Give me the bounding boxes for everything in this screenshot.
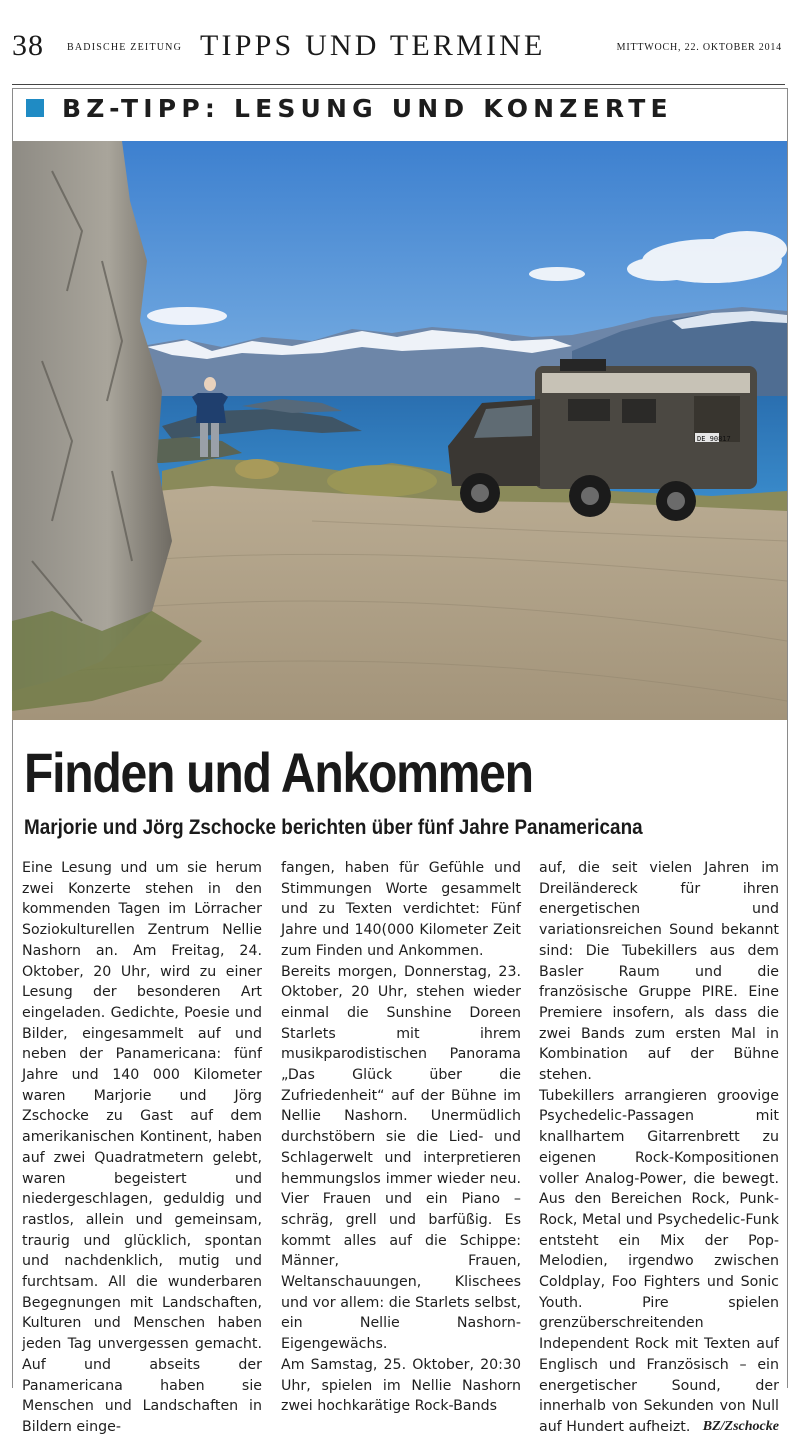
column-2-paragraph-3: Am Samstag, 25. Oktober, 20:30 Uhr, spielen im Nellie Nashorn zwei hochkarätige Rock-Bands: [281, 1356, 521, 1415]
article-column-3: [539, 858, 779, 1438]
article-column-2: [281, 858, 521, 1417]
masthead-rule: [12, 84, 785, 85]
article-byline: BZ/Zschocke: [702, 1418, 779, 1434]
kicker-label: BZ-TIPP: LESUNG UND KONZERTE: [62, 94, 673, 123]
article-photo: [12, 141, 787, 720]
section-title: TIPPS UND TERMINE: [200, 29, 546, 62]
column-3-paragraph-1: auf, die seit vielen Jahren im Dreiländereck für ihren energetischen und variationsreichen Sound bekannt sind: Die Tubekillers aus dem Basler Raum und die französische Gruppe PIRE. Eine Premiere insofern, als dass die zwei Bands zum ersten Mal in Kombination auf der Bühne stehen.: [539, 860, 779, 1084]
page-number: 38: [12, 29, 44, 62]
kicker: [12, 96, 772, 124]
column-1-paragraph-1: Eine Lesung und um sie herum zwei Konzerte stehen in den kommenden Tagen im Lörracher Soziokulturellen Zentrum Nellie Nashorn an. Am Freitag, 24. Oktober, 20 Uhr, wird zu einer Lesung der besonderen Art eingeladen. Gedichte, Poesie und Bilder, eingesammelt auf und neben der Panamericana: fünf Jahre und 140 000 Kilometer waren Marjorie und Jörg Zschocke zu Gast auf dem amerikanischen Kontinent, haben auf zwei Quadratmetern gelebt, waren begeistert und niedergeschlagen, geduldig und rastlos, allein und gemeinsam, traurig und glücklich, spontan und nachdenklich, mutig und furchtsam. All die wunderbaren Begegnungen mit Landschaften, Kulturen und Menschen haben jeden Tag unvergessen gemacht. Auf und abseits der Panamericana haben sie Menschen und Landschaften in Bildern einge-: [22, 860, 262, 1435]
issue-date: MITTWOCH, 22. OKTOBER 2014: [616, 42, 782, 53]
landscape-photo: [12, 141, 787, 720]
license-plate: DE 90817: [697, 435, 731, 443]
article-headline: Finden und Ankommen: [24, 741, 533, 804]
column-3-paragraph-2: [539, 1086, 779, 1438]
kicker-square-icon: [26, 99, 44, 117]
column-2-paragraph-2: Bereits morgen, Donnerstag, 23. Oktober, 20 Uhr, stehen wieder einmal die Sunshine Doreen Starlets mit ihrem musikparodistischen Panorama „Das Glück über die Zufriedenheit“ auf der Bühne im Nellie Nashorn. Unermüdlich durchstöbern sie die Lied- und Schlagerwelt und interpretieren hemmungslos immer wieder neu. Vier Frauen und ein Piano – schräg, grell und barfüßig. Es kommt alles auf die Schippe: Männer, Frauen, Weltanschauungen, Klischees und vor allem: die Starlets selbst, ein Nellie Nashorn-Eigengewächs.: [281, 963, 521, 1353]
article-subheadline: Marjorie und Jörg Zschocke berichten über fünf Jahre Panamericana: [24, 816, 643, 839]
article-column-1: [22, 858, 262, 1438]
shrub: [327, 465, 437, 497]
masthead-row: [12, 28, 784, 68]
column-2-paragraph-1: fangen, haben für Gefühle und Stimmungen Worte gesammelt und zu Texten verdichtet: Fünf Jahre und 140(000 Kilometer Zeit zum Finden und Ankommen.: [281, 860, 521, 959]
column-3-paragraph-2-text: Tubekillers arrangieren groovige Psychedelic-Passagen mit knallhartem Gitarrenbrett zu eigenen Rock-Kompositionen voller Analog-Power, die bewegt. Aus den Bereichen Rock, Punk-Rock, Metal und Psychedelic-Funk entsteht ein Mix der Pop-Melodien, irgendwo zwischen Coldplay, Foo Fighters und Sonic Youth. Pire spielen grenzüberschreitenden Independent Rock mit Texten auf Englisch und Französisch – ein energetischer Sound, der innerhalb von Sekunden von Null auf Hundert aufheizt.: [539, 1087, 779, 1435]
paper-name: BADISCHE ZEITUNG: [67, 42, 183, 53]
shrub-2: [235, 459, 279, 479]
